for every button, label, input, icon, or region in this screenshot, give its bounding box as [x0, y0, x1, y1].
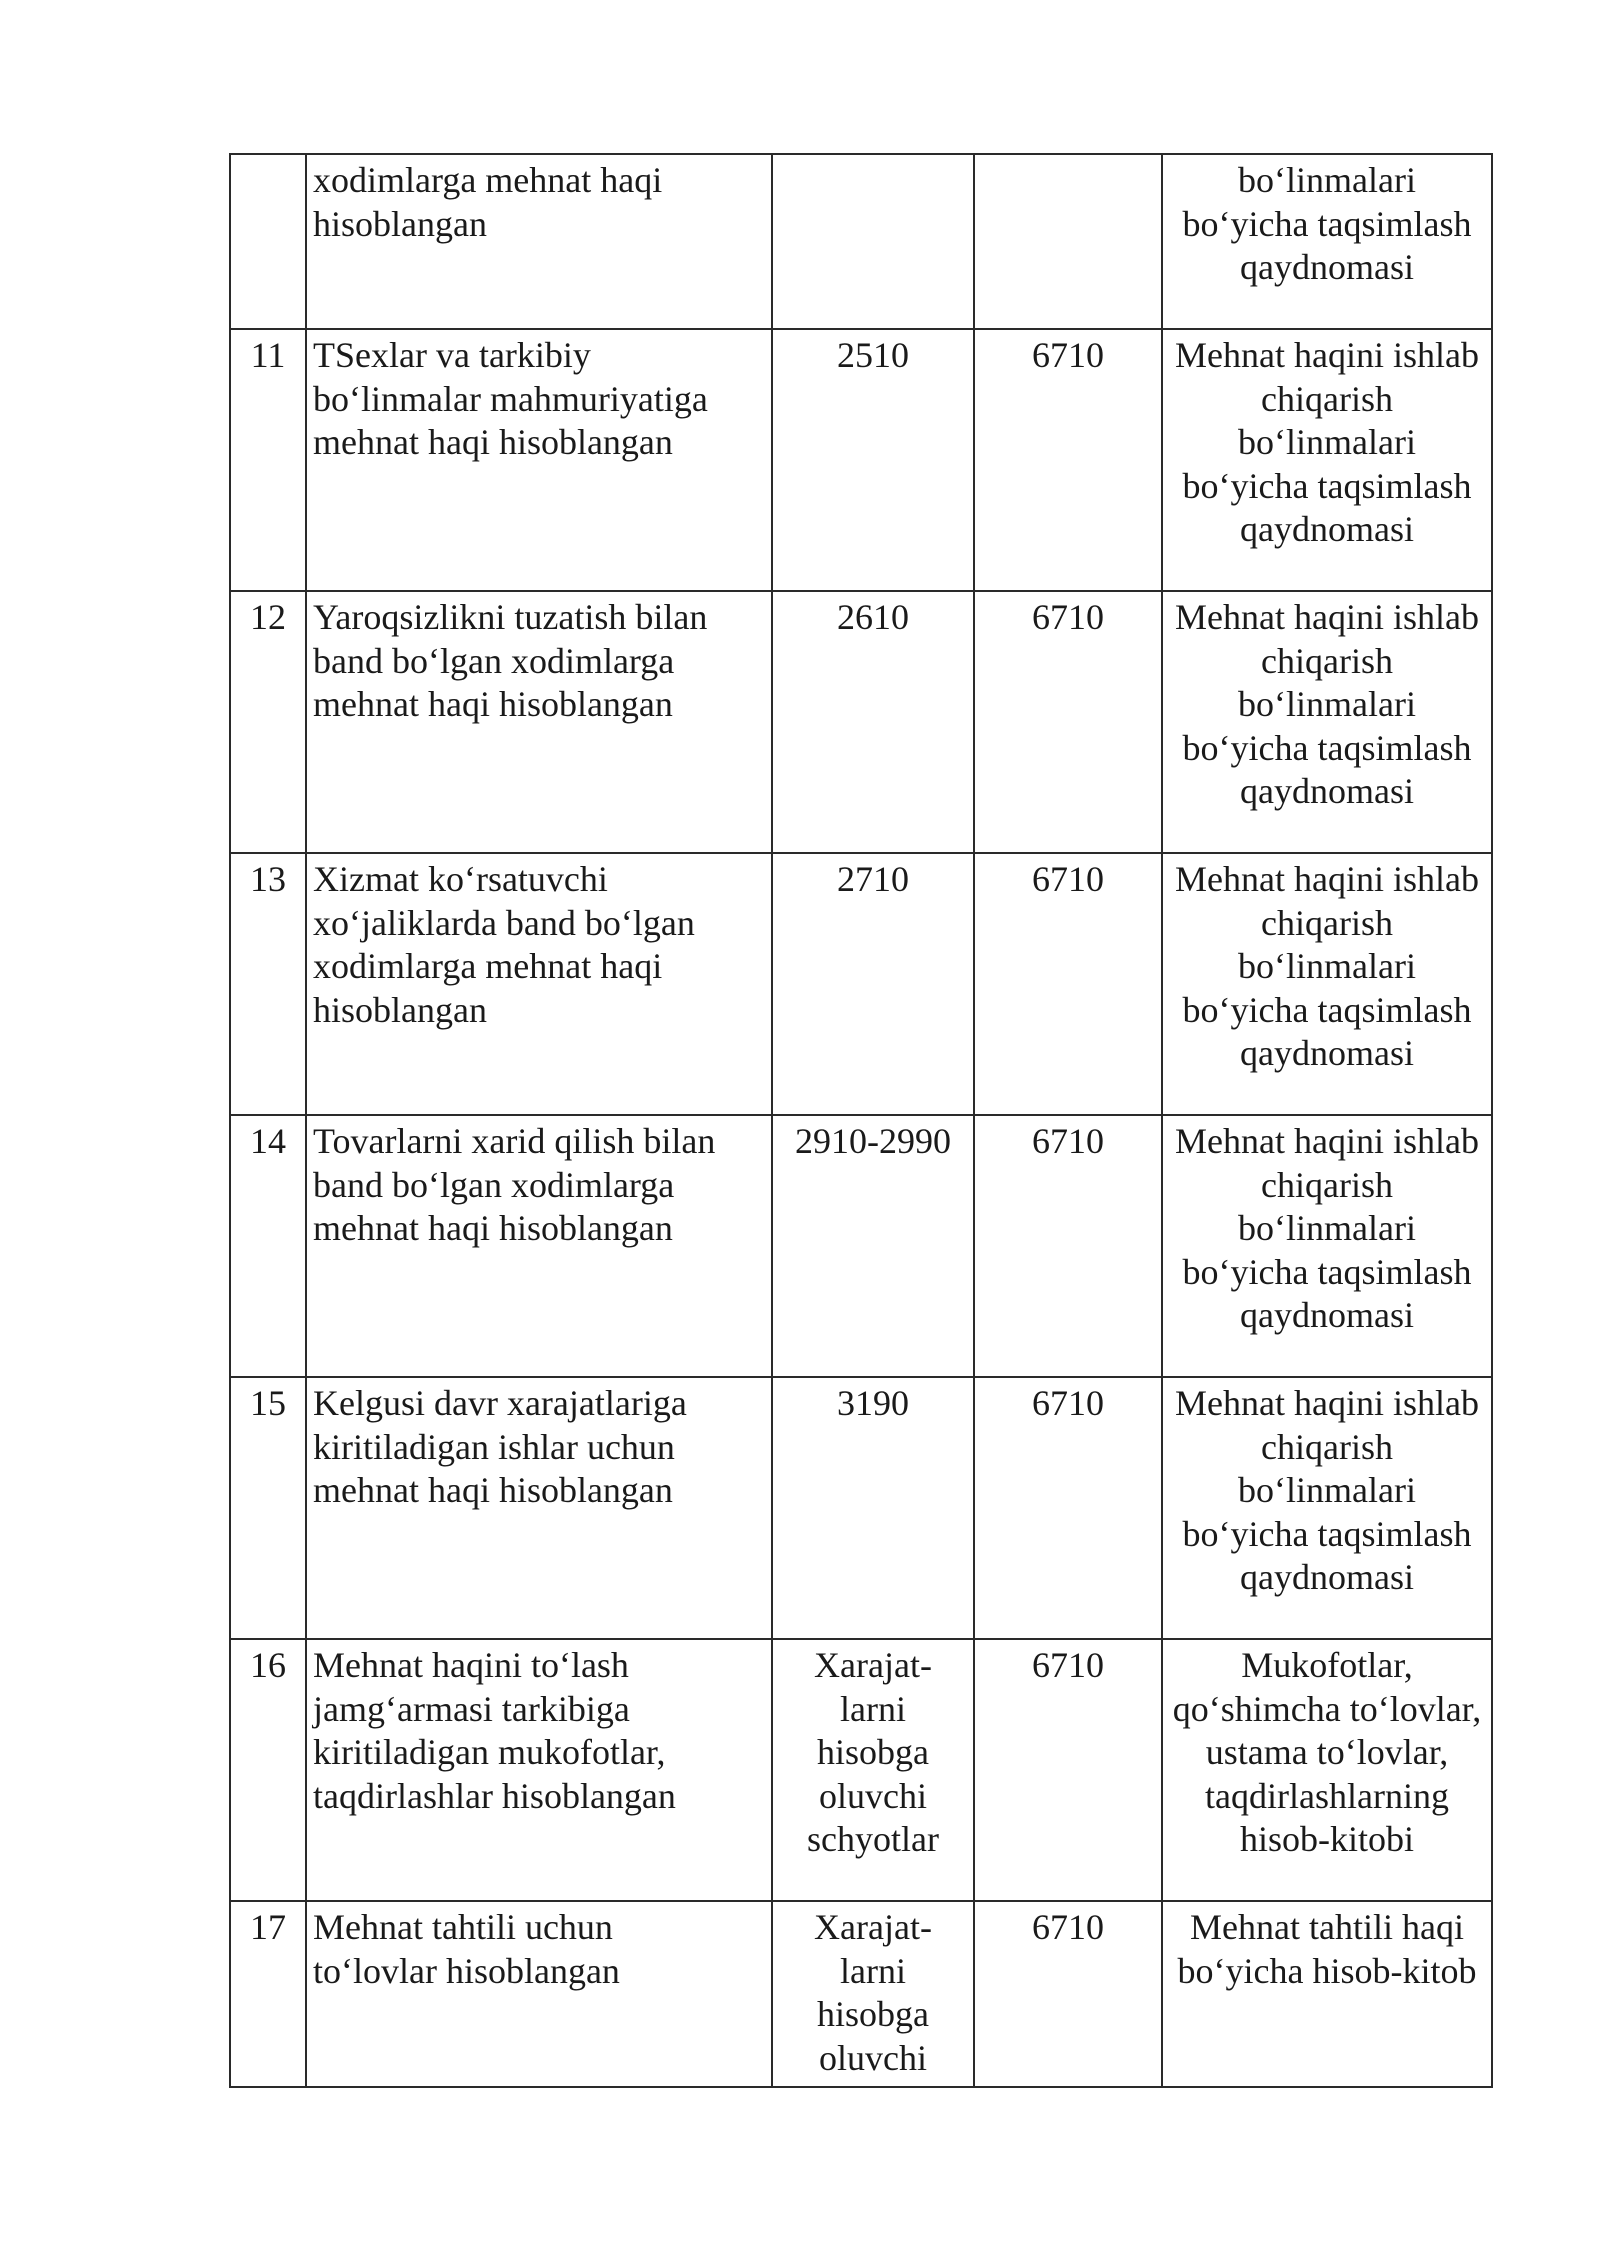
row-number: 13 [230, 853, 306, 1115]
source-document: Mehnat haqini ishlab chiqarish bo‘linmalari bo‘yicha taqsimlash qaydnomasi [1162, 591, 1492, 853]
source-document: Mehnat haqini ishlab chiqarish bo‘linmalari bo‘yicha taqsimlash qaydnomasi [1162, 1115, 1492, 1377]
row-number: 17 [230, 1901, 306, 2087]
debit-account: 2710 [772, 853, 974, 1115]
table-row [230, 329, 1492, 591]
operation-description: Tovarlarni xarid qilish bilan band bo‘lgan xodimlarga mehnat haqi hisoblangan [306, 1115, 772, 1377]
row-number: 14 [230, 1115, 306, 1377]
debit-account: 3190 [772, 1377, 974, 1639]
row-number: 15 [230, 1377, 306, 1639]
table-row [230, 1639, 1492, 1901]
credit-account: 6710 [974, 1639, 1162, 1901]
row-number: 11 [230, 329, 306, 591]
operation-description: TSexlar va tarkibiy bo‘linmalar mahmuriyatiga mehnat haqi hisoblangan [306, 329, 772, 591]
row-number [230, 154, 306, 329]
table-row [230, 1901, 1492, 2087]
debit-account [772, 154, 974, 329]
credit-account: 6710 [974, 853, 1162, 1115]
operation-description: Yaroqsizlikni tuzatish bilan band bo‘lgan xodimlarga mehnat haqi hisoblangan [306, 591, 772, 853]
credit-account: 6710 [974, 1115, 1162, 1377]
debit-account: 2610 [772, 591, 974, 853]
debit-account: 2910-2990 [772, 1115, 974, 1377]
table-row [230, 591, 1492, 853]
row-number: 16 [230, 1639, 306, 1901]
debit-account: Xarajat- larni hisobga oluvchi schyotlar [772, 1639, 974, 1901]
credit-account [974, 154, 1162, 329]
source-document: bo‘linmalari bo‘yicha taqsimlash qaydnomasi [1162, 154, 1492, 329]
operation-description: Mehnat haqini to‘lash jamg‘armasi tarkibiga kiritiladigan mukofotlar, taqdirlashlar hisoblangan [306, 1639, 772, 1901]
operation-description: Mehnat tahtili uchun to‘lovlar hisoblangan [306, 1901, 772, 2087]
accounting-entries-table [229, 153, 1493, 2088]
operation-description: Xizmat ko‘rsatuvchi xo‘jaliklarda band bo‘lgan xodimlarga mehnat haqi hisoblangan [306, 853, 772, 1115]
table-row [230, 154, 1492, 329]
source-document: Mehnat haqini ishlab chiqarish bo‘linmalari bo‘yicha taqsimlash qaydnomasi [1162, 1377, 1492, 1639]
table-row [230, 1377, 1492, 1639]
credit-account: 6710 [974, 591, 1162, 853]
credit-account: 6710 [974, 329, 1162, 591]
source-document: Mehnat haqini ishlab chiqarish bo‘linmalari bo‘yicha taqsimlash qaydnomasi [1162, 853, 1492, 1115]
debit-account: Xarajat- larni hisobga oluvchi [772, 1901, 974, 2087]
row-number: 12 [230, 591, 306, 853]
table-row [230, 853, 1492, 1115]
operation-description: xodimlarga mehnat haqi hisoblangan [306, 154, 772, 329]
credit-account: 6710 [974, 1901, 1162, 2087]
debit-account: 2510 [772, 329, 974, 591]
operation-description: Kelgusi davr xarajatlariga kiritiladigan ishlar uchun mehnat haqi hisoblangan [306, 1377, 772, 1639]
source-document: Mehnat haqini ishlab chiqarish bo‘linmalari bo‘yicha taqsimlash qaydnomasi [1162, 329, 1492, 591]
credit-account: 6710 [974, 1377, 1162, 1639]
table-row [230, 1115, 1492, 1377]
source-document: Mehnat tahtili haqi bo‘yicha hisob-kitob [1162, 1901, 1492, 2087]
source-document: Mukofotlar, qo‘shimcha to‘lovlar, ustama to‘lovlar, taqdirlashlarning hisob-kitobi [1162, 1639, 1492, 1901]
